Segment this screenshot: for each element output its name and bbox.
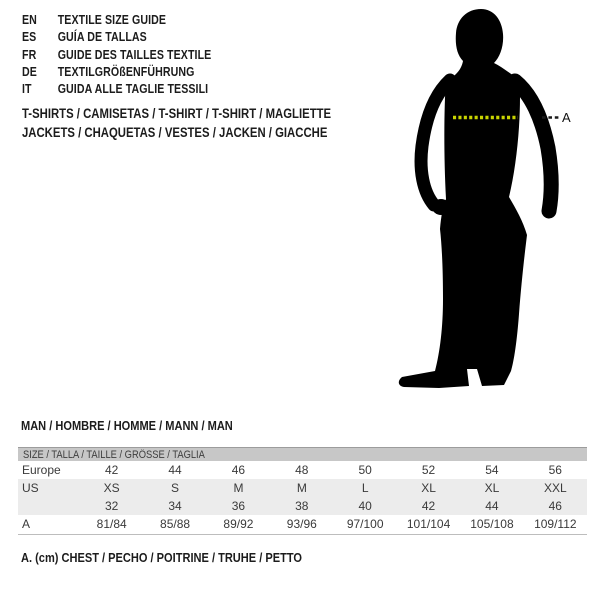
- row-label: [18, 497, 80, 515]
- man-right-arm-shape: [515, 81, 551, 211]
- size-cell: L: [361, 481, 369, 495]
- language-label: GUIDA ALLE TAGLIE TESSILI: [57, 82, 209, 97]
- language-row: [22, 47, 211, 64]
- category-lines: [22, 105, 390, 142]
- language-code: EN: [22, 13, 37, 27]
- size-cell: 34: [168, 499, 182, 513]
- size-cell: 48: [295, 463, 309, 477]
- size-cell: 85/88: [160, 517, 191, 531]
- table-row-europe: [18, 461, 587, 479]
- size-table-header: [18, 447, 587, 461]
- language-row: [22, 81, 211, 98]
- size-cell: XL: [484, 481, 500, 495]
- language-label: TEXTILE SIZE GUIDE: [57, 13, 167, 27]
- man-body-shape: [399, 9, 527, 388]
- man-left-hand-shape: [432, 199, 450, 215]
- language-label: GUIDE DES TAILLES TEXTILE: [57, 47, 212, 62]
- size-cell: 44: [168, 463, 182, 477]
- size-cell: XL: [421, 481, 436, 495]
- footnote-chest: A. (cm) CHEST / PECHO / POITRINE / TRUHE / PETTO: [21, 550, 302, 565]
- size-cell: 101/104: [406, 517, 451, 531]
- size-cell: 42: [105, 463, 119, 477]
- size-cell: 46: [231, 463, 246, 477]
- size-cell: 54: [485, 463, 499, 477]
- category-line-jackets: JACKETS / CHAQUETAS / VESTES / JACKEN / GIACCHE: [22, 124, 328, 140]
- size-cell: 46: [548, 499, 562, 513]
- language-row: [22, 29, 211, 46]
- size-cell: 40: [358, 499, 372, 513]
- language-code: IT: [22, 82, 32, 97]
- row-label: A: [22, 517, 31, 531]
- row-label: US: [22, 481, 39, 495]
- size-cell: 105/108: [470, 517, 514, 531]
- size-cell: 44: [485, 499, 499, 513]
- size-cell: 42: [421, 499, 436, 513]
- size-cell: M: [233, 481, 244, 495]
- size-cell: 93/96: [286, 517, 317, 531]
- size-cell: 32: [105, 499, 119, 513]
- size-cell: 109/112: [534, 517, 577, 531]
- table-row-us: [18, 479, 587, 497]
- size-cell: 81/84: [96, 517, 127, 531]
- language-list: [22, 12, 245, 98]
- man-silhouette: [395, 0, 600, 400]
- language-code: DE: [22, 64, 37, 79]
- size-cell: 56: [548, 463, 562, 477]
- language-label: GUÍA DE TALLAS: [57, 30, 147, 45]
- size-cell: XS: [103, 481, 120, 495]
- size-cell: S: [171, 481, 180, 495]
- language-row: [22, 64, 211, 81]
- section-label-man: MAN / HOMBRE / HOMME / MANN / MAN: [21, 418, 233, 433]
- table-row-us-numeric: [18, 497, 587, 515]
- size-cell: 89/92: [223, 517, 254, 531]
- size-cell: 38: [295, 499, 309, 513]
- size-cell: 52: [421, 463, 436, 477]
- size-cell: 50: [358, 463, 372, 477]
- row-label: Europe: [22, 463, 61, 477]
- language-code: FR: [22, 47, 37, 62]
- size-cell: XXL: [543, 481, 567, 495]
- language-row: [22, 12, 211, 29]
- category-line-tshirts: T-SHIRTS / CAMISETAS / T-SHIRT / T-SHIRT / MAGLIETTE: [22, 106, 332, 121]
- chest-measure-label: A: [562, 110, 571, 125]
- size-cell: 36: [231, 499, 246, 513]
- language-label: TEXTILGRÖßENFÜHRUNG: [57, 64, 195, 79]
- size-table-header-text: SIZE / TALLA / TAILLE / GRÖSSE / TAGLIA: [23, 449, 205, 461]
- size-cell: M: [296, 481, 307, 495]
- size-cell: 97/100: [346, 517, 384, 531]
- language-code: ES: [22, 30, 37, 45]
- size-table: [18, 447, 587, 535]
- table-row-chest: [18, 515, 587, 535]
